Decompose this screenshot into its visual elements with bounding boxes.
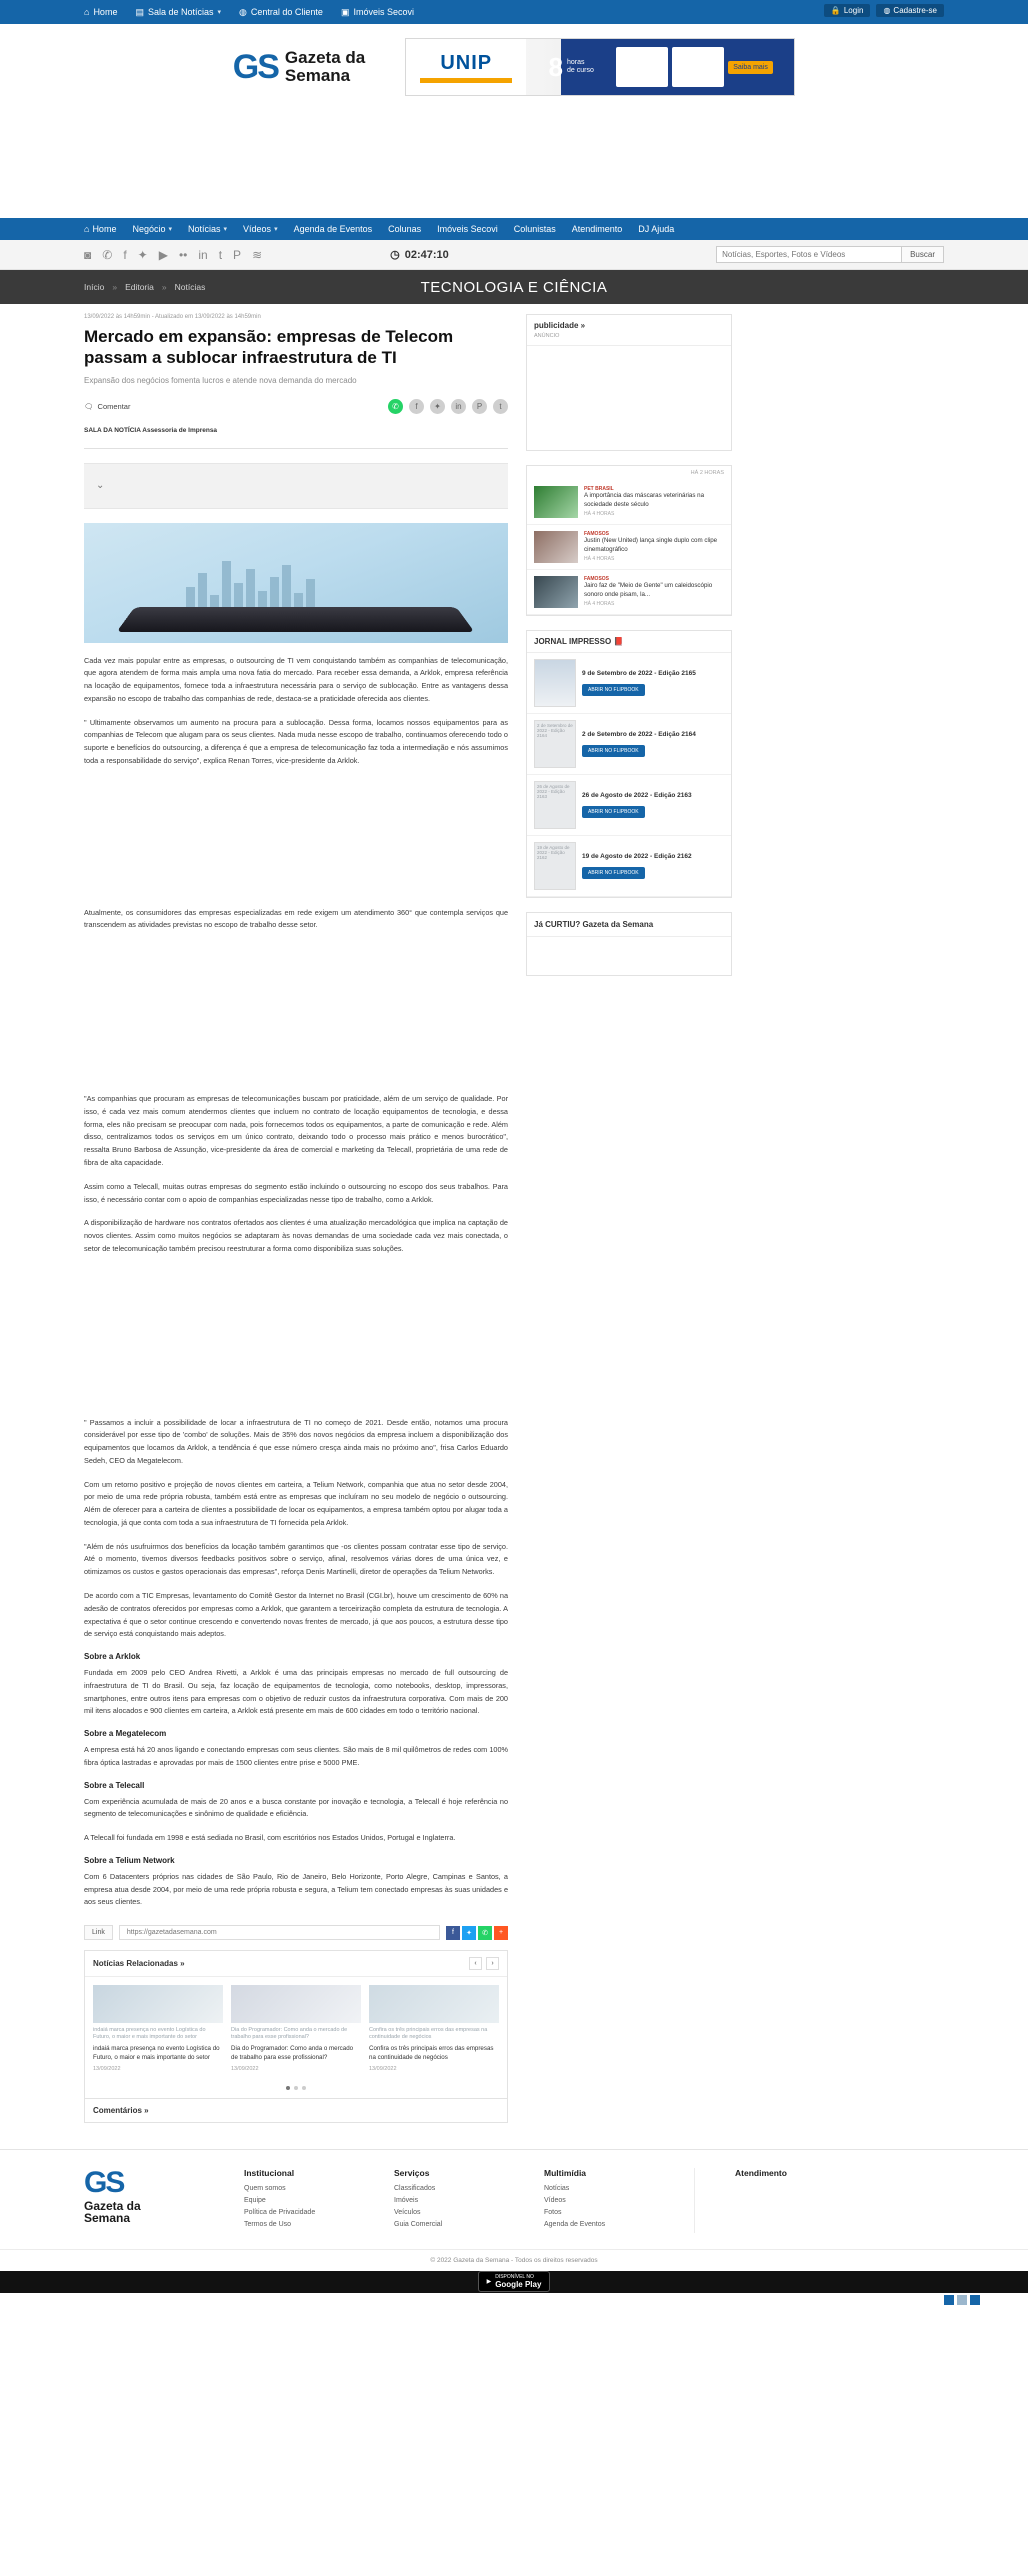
topbar-item-label: Sala de Notícias	[147, 7, 214, 17]
twitter-icon[interactable]: ✦	[137, 247, 148, 262]
sidebar-ad-box	[526, 314, 732, 451]
news-title: Justin (New United) lança single duplo com clipe cinematográfico	[584, 537, 718, 553]
ad-card	[616, 47, 668, 87]
sidebar-facebook-like-box	[526, 912, 732, 976]
footer-logo-initials: GS	[84, 2165, 124, 2199]
carousel-dot[interactable]	[286, 2086, 290, 2090]
comments-section-header[interactable]: Comentários »	[84, 2099, 508, 2123]
topbar-item-imoveis-secovi[interactable]	[341, 7, 414, 18]
news-tag: FAMOSOS	[584, 576, 610, 582]
newspaper-icon: ▤	[135, 6, 144, 17]
article-paragraph: Cada vez mais popular entre as empresas, o outsourcing de TI vem conquistando também as companhias de telecomunicação, que agora atendem de forma mais ampla uma nova fatia do mercado. Para receber essa demanda, a Arklok, empresa referência na locação de equipamentos, fornece toda a infraestrutura necessária para o serviço de sublocação. Entre as vantagens dessa expansão no escopo de trabalho das companhias de rede, destaca-se a praticidade oferecida aos clientes.	[84, 655, 508, 703]
related-card[interactable]	[231, 1985, 361, 2071]
whatsapp-icon[interactable]: ✆	[102, 247, 113, 262]
ad-sponsor-name: UNIP	[440, 51, 493, 74]
book-icon: 📕	[613, 637, 624, 646]
header-banner-ad[interactable]	[405, 38, 795, 96]
article-subsection-title: Sobre a Telecall	[84, 1780, 145, 1790]
link-label: Link	[84, 1925, 113, 1940]
linkedin-icon[interactable]: in	[198, 247, 208, 262]
square-widget[interactable]	[944, 2295, 954, 2305]
news-title: A importância das máscaras veterinárias na sociedade deste século	[584, 492, 705, 508]
article-paragraph: Assim como a Telecall, muitas outras empresas do segmento estão incluindo o outsourcing no escopo dos seus trabalhos. Para isso, é necessário contar com o apoio de companhias especializadas nesse tipo de trabalho, como a Arklok.	[84, 1181, 508, 1204]
facebook-icon[interactable]: f	[409, 399, 424, 414]
instagram-icon[interactable]: ◙	[84, 247, 92, 262]
edition-thumbnail: 26 de Agosto de 2022 - Edição 2163	[534, 781, 576, 829]
breadcrumb-item-inicio[interactable]: Início	[84, 282, 105, 292]
footer-link[interactable]: Equipe	[244, 2196, 266, 2204]
list-item[interactable]	[527, 714, 731, 775]
related-news-title: Notícias Relacionadas »	[93, 1959, 185, 1969]
related-title: indaiá marca presença no evento Logística do Futuro, o maior e mais importante do setor	[93, 2044, 220, 2061]
divider	[84, 448, 508, 449]
leaderboard-ad-slot	[0, 110, 1028, 218]
news-time: HÁ 4 HORAS	[584, 601, 615, 608]
carousel-next-button[interactable]: ›	[486, 1957, 499, 1970]
sidebar-news-note: HÁ 2 HORAS	[690, 470, 724, 476]
sidebar-ad-slot[interactable]	[527, 346, 731, 450]
comment-button[interactable]: 🗨 Comentar	[84, 401, 131, 411]
edition-thumbnail	[534, 659, 576, 707]
pinterest-icon[interactable]: P	[233, 247, 242, 262]
youtube-icon[interactable]: ▶	[158, 247, 168, 262]
open-flipbook-button[interactable]: ABRIR NO FLIPBOOK	[582, 867, 645, 879]
breadcrumb-separator: »	[112, 282, 118, 292]
bottom-square-widgets	[944, 2295, 980, 2305]
related-thumbnail	[231, 1985, 361, 2023]
article-subheadline: Expansão dos negócios fomenta lucros e atende nova demanda do mercado	[84, 375, 357, 385]
footer-link[interactable]: Vídeos	[544, 2196, 566, 2204]
article-timestamp: 13/09/2022 às 14h59min - Atualizado em 13/09/2022 às 14h59min	[84, 314, 261, 320]
breadcrumb-separator: »	[161, 282, 167, 292]
footer-link[interactable]: Política de Privacidade	[244, 2208, 316, 2216]
news-title: Jairo faz de "Meio de Gente" um caleidoscópio sonoro onde pisam, la...	[584, 582, 713, 598]
home-icon: ⌂	[84, 224, 90, 234]
nav-item-noticias[interactable]: Notícias ▾	[188, 224, 228, 234]
article-paragraph: Com um retorno positivo e projeção de novos clientes em carteira, a Telium Network, companhia que atua no setor desde 2004, por meio de uma rede própria robusta, também está entre as empresas que incluíram no seu modelo de negócio o outsourcing. Além de oferecer para a carteira de clientes a possibilidade de locar os equipamentos, a empresa também optou por alugar toda a tecnologia, já que conta com toda a sua infraestrutura de TI fornecida pela Arklok.	[84, 1479, 508, 1527]
breadcrumb-item-editoria[interactable]: Editoria	[125, 282, 154, 292]
whatsapp-icon[interactable]: ✆	[388, 399, 403, 414]
footer-column-multimidia	[544, 2168, 654, 2233]
building-icon: ▣	[340, 6, 350, 17]
article-paragraph: " Ultimamente observamos um aumento na procura para a sublocação. Dessa forma, locamos nossos equipamentos para as companhias de Telecom que alugam para os seus clientes. Nada muda nesse escopo de trabalho, continuamos oferecendo todo o suporte e benefícios do outsourcing, a diferença é que a empresa de telecomunicação faz toda a intermediação e nós assumimos toda a responsabilidade do serviço", explica Renan Torres, vice-presidente da Arklok.	[84, 717, 508, 765]
edition-thumbnail: 19 de Agosto de 2022 - Edição 2162	[534, 842, 576, 890]
footer-logo-line-1: Gazeta da	[84, 2198, 141, 2213]
nav-item-videos[interactable]: Vídeos ▾	[243, 224, 278, 234]
chevron-down-icon: ▾	[168, 226, 172, 233]
edition-thumbnail: 2 de Setembro de 2022 - Edição 2164	[534, 720, 576, 768]
gplay-small-label: DISPONÍVEL NO	[495, 2274, 534, 2280]
ad-note-line-2: de curso	[567, 67, 594, 74]
news-time: HÁ 4 HORAS	[584, 511, 615, 518]
article-link-bar	[84, 1925, 508, 1940]
list-item[interactable]	[527, 653, 731, 714]
related-thumbnail	[369, 1985, 499, 2023]
article-paragraph: A disponibilização de hardware nos contratos ofertados aos clientes é uma atualização mercadológica que implica na captação de novos clientes. Assim como muitos negócios se adaptaram às novas demandas de uma sociedade cada vez mais conectada, o setor de telecomunicação também precisou reestruturar a forma como disponibiliza suas soluções.	[84, 1218, 508, 1253]
sidebar-print-edition-box	[526, 630, 732, 898]
list-item[interactable]	[527, 570, 731, 615]
nav-item-dj-ajuda[interactable]: DJ Ajuda	[638, 224, 675, 234]
like-box-body[interactable]	[527, 937, 731, 975]
related-thumbnail	[93, 1985, 223, 2023]
list-item[interactable]	[527, 836, 731, 897]
footer-column-title: Atendimento	[735, 2167, 787, 2178]
ad-accent-bar	[420, 78, 512, 83]
edition-title: 19 de Agosto de 2022 - Edição 2162	[582, 852, 692, 860]
footer-copyright-bar	[0, 2249, 1028, 2271]
nav-item-negocio[interactable]: Negócio ▾	[132, 224, 172, 234]
article-action-row	[84, 399, 508, 414]
footer-column-servicos	[394, 2168, 504, 2233]
clock-icon: ◷	[390, 249, 400, 261]
carousel-prev-button[interactable]: ‹	[469, 1957, 482, 1970]
related-date: 13/09/2022	[231, 2065, 259, 2072]
search-button[interactable]: Buscar	[902, 246, 944, 263]
footer-link[interactable]: Guia Comercial	[394, 2220, 443, 2228]
footer-link[interactable]: Classificados	[394, 2184, 436, 2192]
footer-link[interactable]: Fotos	[544, 2208, 562, 2216]
news-thumbnail	[534, 531, 578, 563]
related-news-box	[84, 1950, 508, 2098]
signup-button[interactable]: ◍ Cadastre-se	[876, 4, 944, 17]
flickr-icon[interactable]: ••	[178, 247, 188, 262]
footer-logo[interactable]	[84, 2165, 204, 2233]
article-paragraph: "As companhias que procuram as empresas de telecomunicações buscam por praticidade, além de um serviço de qualidade. Por isso, é cada vez mais comum atendermos clientes que incluem no contrato de locação equipamentos de tecnologia, e dessa forma, eles não precisam se preocupar com nada, pois fornecemos todos os equipamentos, a parte de comunicação e rede. Além disso, centralizamos todos os serviços em um único contrato, deixando todo o processo mais prático e menos burocrático", ressalta Bruno Barbosa de Assunção, vice-presidente da área de comercial e marketing da Telecall, proprietária de uma rede de fibra de alta capacidade.	[84, 1094, 508, 1167]
article-paragraph: "Além de nós usufruirmos dos benefícios da locação também garantimos que -os clientes possam contratar esse tipo de serviço. Até o momento, tivemos diversos feedbacks positivos sobre o serviço, afinal, resolvemos várias dores de uma única vez, e otimizamos os custos e gastos operacionais das empresas", reforça Denis Martinelli, diretor de operações da Telium Networks.	[84, 1541, 508, 1577]
chevron-down-icon: ▾	[223, 226, 228, 233]
main-navigation	[0, 218, 1028, 240]
carousel-dot[interactable]	[302, 2086, 306, 2090]
nav-item-imoveis-secovi[interactable]: Imóveis Secovi	[437, 224, 498, 234]
footer-divider	[694, 2168, 695, 2233]
logo-initials: GS	[232, 48, 278, 86]
chevron-down-icon[interactable]: ⌄	[96, 480, 105, 491]
hero-city-illustration	[186, 561, 315, 613]
site-footer	[0, 2149, 1028, 2271]
masthead	[0, 24, 1028, 110]
list-item[interactable]	[527, 480, 731, 525]
chevron-down-icon: ▾	[217, 9, 222, 16]
related-alt-text: Dia do Programador: Como anda o mercado de trabalho para esse profissional?	[231, 2027, 348, 2041]
article-paragraph: Atualmente, os consumidores das empresas especializadas em rede exigem um atendimento 360° que contempla serviços que transcendem as atividades previstas no escopo de trabalho desse setor.	[84, 907, 508, 930]
open-flipbook-button[interactable]: ABRIR NO FLIPBOOK	[582, 684, 645, 696]
sidebar	[526, 314, 732, 2123]
pinterest-icon[interactable]: P	[472, 399, 487, 414]
section-header	[0, 270, 1028, 304]
article-paragraph: " Passamos a incluir a possibilidade de locar a infraestrutura de TI no começo de 2021. Desde então, notamos uma procura considerável por esse tipo de 'combo' de soluções. Mais de 35% dos novos negócios da empresa incluem a disponibilização dos equipamentos que locamos da Arklok, a tendência é que esse número cresça ainda mais no próximo ano", frisa Carlos Eduardo Sedeh, CEO da Megatelecom.	[84, 1417, 508, 1465]
square-widget[interactable]	[970, 2295, 980, 2305]
user-plus-icon: ◍	[883, 6, 891, 15]
related-alt-text: Confira os três principais erros das empresas na continuidade de negócios	[369, 2027, 488, 2041]
sidebar-ad-subtitle: ANÚNCIO	[534, 333, 560, 339]
list-item[interactable]	[527, 775, 731, 836]
page-title: Mercado em expansão: empresas de Telecom passam a sublocar infraestrutura de TI	[84, 327, 454, 368]
ad-note-line-1: horas	[567, 59, 585, 67]
nav-item-colunistas[interactable]: Colunistas	[513, 224, 556, 234]
news-time: HÁ 4 HORAS	[584, 556, 615, 563]
tumblr-icon[interactable]: t	[493, 399, 508, 414]
site-logo[interactable]	[233, 49, 365, 85]
footer-column-title: Serviços	[394, 2167, 430, 2178]
link-url-field[interactable]: https://gazetadasemana.com	[119, 1925, 440, 1940]
footer-column-atendimento	[735, 2168, 845, 2233]
footer-link[interactable]: Imóveis	[394, 2196, 419, 2204]
related-date: 13/09/2022	[93, 2065, 121, 2072]
footer-logo-line-2: Semana	[84, 2211, 131, 2226]
twitter-icon[interactable]: ✦	[462, 1926, 476, 1940]
like-box-title: Já CURTIU? Gazeta da Semana	[527, 913, 731, 937]
rss-icon[interactable]: ≋	[252, 247, 263, 262]
edition-title: 9 de Setembro de 2022 - Edição 2165	[582, 669, 696, 677]
comment-icon: 🗨	[84, 401, 94, 411]
topbar-item-home[interactable]	[84, 7, 117, 17]
topbar-item-label: Central do Cliente	[250, 7, 323, 17]
edition-title: 26 de Agosto de 2022 - Edição 2163	[582, 791, 692, 799]
open-flipbook-button[interactable]: ABRIR NO FLIPBOOK	[582, 806, 645, 818]
related-alt-text: indaiá marca presença no evento Logística do Futuro, o maior e mais importante do setor	[93, 2027, 206, 2041]
search-input[interactable]	[716, 246, 902, 263]
app-download-bar	[0, 2271, 1028, 2293]
related-date: 13/09/2022	[369, 2065, 397, 2072]
nav-item-atendimento[interactable]: Atendimento	[571, 224, 623, 234]
sidebar-ad-title: publicidade »	[534, 321, 586, 330]
inline-ad-slot	[84, 779, 508, 907]
breadcrumb	[84, 282, 205, 292]
footer-link[interactable]: Veículos	[394, 2208, 421, 2216]
footer-link[interactable]: Agenda de Eventos	[544, 2220, 606, 2228]
news-tag: FAMOSOS	[584, 531, 610, 537]
sidebar-latest-news-box	[526, 465, 732, 616]
ad-cta-button[interactable]: Saiba mais	[728, 61, 773, 74]
login-button[interactable]: 🔒 Login	[824, 4, 871, 17]
share-square-group	[446, 1926, 508, 1940]
topbar-item-label: Home	[93, 7, 118, 17]
article-subsection-text: Com 6 Datacenters próprios nas cidades de São Paulo, Rio de Janeiro, Belo Horizonte, Porto Alegre, Campinas e Santos, a empresa atua desde 2004, por meio de uma rede própria robusta e segura, a Telium tem conectado empresas às suas unidades e aos seus clientes.	[84, 1871, 508, 1907]
linkedin-icon[interactable]: in	[451, 399, 466, 414]
breadcrumb-item-noticias[interactable]: Notícias	[174, 282, 206, 292]
footer-column-institucional	[244, 2168, 354, 2233]
edition-title: 2 de Setembro de 2022 - Edição 2164	[582, 730, 696, 738]
plus-icon[interactable]: +	[494, 1926, 508, 1940]
news-thumbnail	[534, 486, 578, 518]
square-widget[interactable]	[957, 2295, 967, 2305]
copyright-text: © 2022 Gazeta da Semana - Todos os direitos reservados	[430, 2256, 598, 2264]
google-play-icon: ▶	[486, 2279, 492, 2285]
topbar-item-sala-de-noticias[interactable]	[135, 7, 221, 18]
list-item[interactable]	[527, 525, 731, 570]
inline-ad-slot	[84, 943, 508, 1093]
article-subsection-text: A Telecall foi fundada em 1998 e está sediada no Brasil, com escritórios nos Estados Unidos, Portugal e Inglaterra.	[84, 1833, 456, 1843]
footer-column-title: Multimídia	[544, 2167, 587, 2178]
facebook-icon[interactable]: f	[123, 247, 127, 262]
tumblr-icon[interactable]: t	[218, 247, 223, 262]
social-search-bar	[0, 240, 1028, 270]
google-play-button[interactable]	[478, 2271, 551, 2292]
hero-phone-illustration	[117, 607, 476, 632]
article-subsection-text: Com experiência acumulada de mais de 20 anos e a busca constante por inovação e tecnologia, a Telecall é hoje referência no segmento de telecomunicações e sinônimo de qualidade e eficiência.	[84, 1796, 508, 1819]
footer-link[interactable]: Quem somos	[244, 2184, 286, 2192]
whatsapp-icon[interactable]: ✆	[478, 1926, 492, 1940]
lock-icon: 🔒	[830, 6, 841, 15]
footer-column-title: Institucional	[244, 2167, 295, 2178]
twitter-icon[interactable]: ✦	[430, 399, 445, 414]
ad-number: 8	[548, 51, 564, 82]
top-utility-bar	[0, 0, 1028, 24]
nav-item-colunas[interactable]: Colunas	[388, 224, 422, 234]
share-icon-group	[388, 399, 508, 414]
article-subsection-title: Sobre a Telium Network	[84, 1855, 175, 1865]
article-hero-image	[84, 523, 508, 643]
news-tag: PET BRASIL	[584, 486, 614, 492]
clock-display	[390, 248, 449, 261]
user-icon: ◍	[239, 6, 247, 17]
footer-link[interactable]: Termos de Uso	[244, 2220, 292, 2228]
footer-link[interactable]: Notícias	[544, 2184, 570, 2192]
ad-card	[672, 47, 724, 87]
topbar-item-label: Imóveis Secovi	[353, 7, 414, 17]
gplay-big-label: Google Play	[495, 2280, 542, 2289]
section-title: TECNOLOGIA E CIÊNCIA	[420, 278, 608, 296]
carousel-dot[interactable]	[294, 2086, 298, 2090]
news-thumbnail	[534, 576, 578, 608]
nav-item-agenda-de-eventos[interactable]: Agenda de Eventos	[293, 224, 373, 234]
article-paragraph: De acordo com a TIC Empresas, levantamento do Comitê Gestor da Internet no Brasil (CGI.br), houve um crescimento de 60% na adesão de contratos oferecidos por empresas como a Arklok, que garantem a terceirização completa da estrutura de tecnologia. A expectativa é que o setor continue crescendo e convertendo novas frentes de mercado, já que aos poucos, a estrutura desse tipo de serviço está conquistando mais adeptos.	[84, 1591, 508, 1639]
page-content	[84, 304, 944, 2123]
article-byline: SALA DA NOTÍCIA Assessoria de Imprensa	[84, 426, 218, 434]
chevron-down-icon: ▾	[274, 226, 278, 233]
article-subsection-text: Fundada em 2009 pelo CEO Andrea Rivetti, a Arklok é uma das principais empresas no mercado de full outsourcing de infraestrutura de TI do Brasil. Ou seja, faz locação de equipamentos de tecnologia, como notebooks, desktop, impressoras, smartphones, entre outros itens para empresas com o objetivo de reduzir custos da infraestrutura corporativa. Com mais de 200 mil itens alocados e 900 clientes em carteira, a Arklok está presente em mais de 600 cidades em todo o território nacional.	[84, 1668, 508, 1716]
open-flipbook-button[interactable]: ABRIR NO FLIPBOOK	[582, 745, 645, 757]
related-card[interactable]	[93, 1985, 223, 2071]
related-title: Confira os três principais erros das empresas na continuidade de negócios	[369, 2044, 494, 2061]
carousel-dots	[85, 2080, 507, 2098]
related-title: Dia do Programador: Como anda o mercado de trabalho para esse profissional?	[231, 2044, 354, 2061]
bottom-strip	[0, 2293, 1028, 2311]
article-subsection-text: A empresa está há 20 anos ligando e conectando empresas com seus clientes. São mais de 8 mil quilômetros de redes com 100% fibra óptica lastradas e aprovadas por mais de 1500 clientes entre prise e 5000 PME.	[84, 1745, 508, 1767]
logo-line-1: Gazeta da	[284, 48, 366, 68]
clock-value: 02:47:10	[404, 248, 449, 261]
collapsible-ad-strip[interactable]	[84, 463, 508, 509]
related-card[interactable]	[369, 1985, 499, 2071]
article-column	[84, 314, 508, 2123]
article-subsection-title: Sobre a Megatelecom	[84, 1729, 167, 1739]
nav-item-home[interactable]: ⌂ Home	[84, 224, 117, 234]
logo-line-2: Semana	[284, 66, 351, 85]
facebook-icon[interactable]: f	[446, 1926, 460, 1940]
home-icon: ⌂	[84, 7, 90, 17]
inline-ad-slot	[84, 1267, 508, 1417]
topbar-item-central-do-cliente[interactable]	[239, 7, 323, 18]
article-subsection-title: Sobre a Arklok	[84, 1652, 141, 1662]
print-edition-title: JORNAL IMPRESSO	[534, 637, 612, 646]
